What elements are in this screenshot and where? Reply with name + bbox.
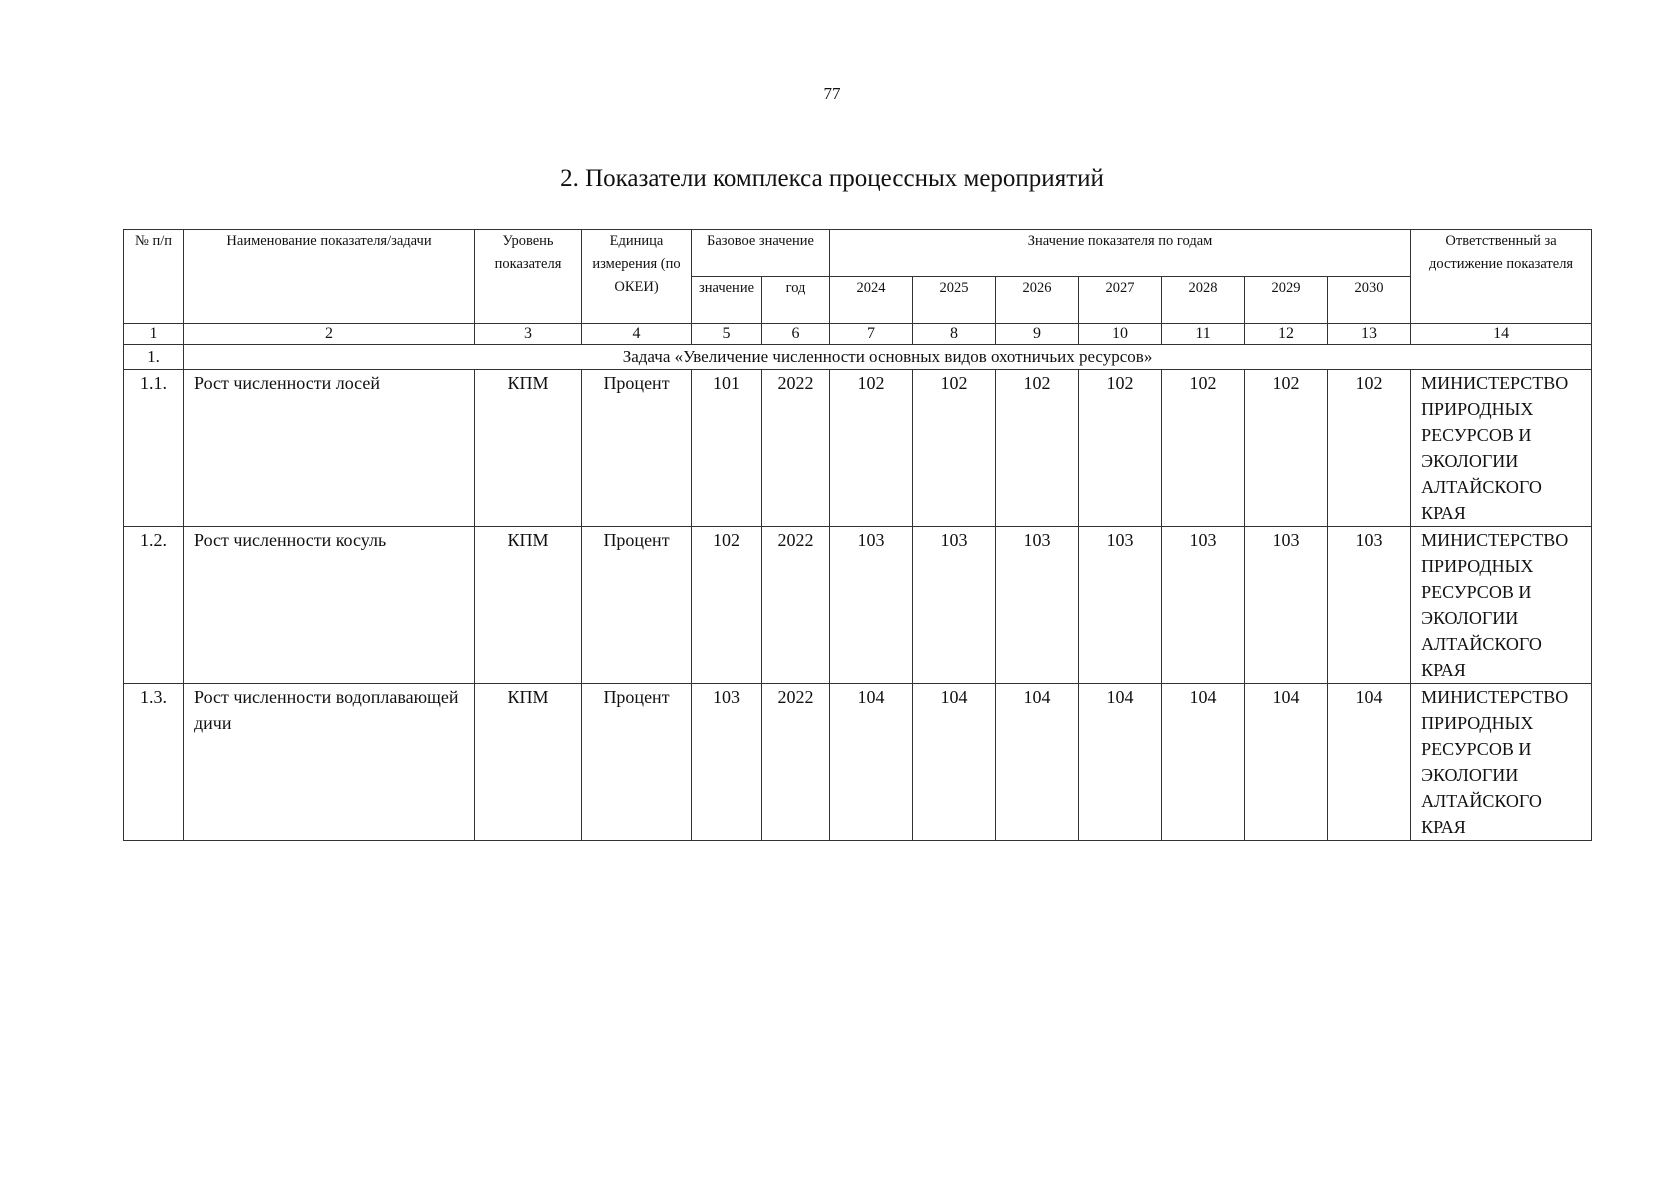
header-year: 2024 [830,277,913,324]
table-row [124,370,1592,527]
year-value: 102 [913,370,996,527]
header-by-years: Значение показателя по годам [830,230,1411,277]
header-responsible: Ответственный за достижение показателя [1411,230,1592,324]
indicator-unit: Процент [582,684,692,841]
header-year: 2027 [1079,277,1162,324]
year-value: 103 [1245,527,1328,684]
year-value: 103 [1328,527,1411,684]
responsible-body: МИНИСТЕРСТВО ПРИРОДНЫХ РЕСУРСОВ И ЭКОЛОГИИ АЛТАЙСКОГО КРАЯ [1411,684,1592,841]
column-number-row [124,324,1592,345]
header-base-value: значение [692,277,762,324]
indicator-level: КПМ [475,684,582,841]
column-number: 7 [830,324,913,345]
header-num: № п/п [124,230,184,324]
header-year: 2028 [1162,277,1245,324]
year-value: 104 [1245,684,1328,841]
column-number: 3 [475,324,582,345]
header-year: 2029 [1245,277,1328,324]
base-year: 2022 [762,527,830,684]
header-level: Уровень показателя [475,230,582,324]
year-value: 103 [1079,527,1162,684]
table-row [124,527,1592,684]
row-number: 1.3. [124,684,184,841]
year-value: 102 [1245,370,1328,527]
task-row [124,345,1592,370]
year-value: 104 [1079,684,1162,841]
header-unit: Единица измерения (по ОКЕИ) [582,230,692,324]
responsible-body: МИНИСТЕРСТВО ПРИРОДНЫХ РЕСУРСОВ И ЭКОЛОГИИ АЛТАЙСКОГО КРАЯ [1411,527,1592,684]
year-value: 103 [830,527,913,684]
year-value: 104 [830,684,913,841]
year-value: 103 [913,527,996,684]
indicator-name: Рост численности лосей [184,370,475,527]
year-value: 103 [1162,527,1245,684]
column-number: 14 [1411,324,1592,345]
row-number: 1.2. [124,527,184,684]
column-number: 6 [762,324,830,345]
column-number: 5 [692,324,762,345]
header-name: Наименование показателя/задачи [184,230,475,324]
base-value: 102 [692,527,762,684]
year-value: 104 [996,684,1079,841]
year-value: 102 [996,370,1079,527]
header-year: 2030 [1328,277,1411,324]
column-number: 13 [1328,324,1411,345]
header-base-year: год [762,277,830,324]
year-value: 102 [1328,370,1411,527]
base-year: 2022 [762,370,830,527]
row-number: 1.1. [124,370,184,527]
document-title: 2. Показатели комплекса процессных мероприятий [560,165,1104,192]
year-value: 104 [913,684,996,841]
column-number: 12 [1245,324,1328,345]
indicator-name: Рост численности водоплавающей дичи [184,684,475,841]
column-number: 4 [582,324,692,345]
base-year: 2022 [762,684,830,841]
year-value: 102 [830,370,913,527]
indicator-level: КПМ [475,370,582,527]
column-number: 9 [996,324,1079,345]
page-number: 77 [823,84,841,103]
table-row [124,684,1592,841]
indicator-level: КПМ [475,527,582,684]
header-base: Базовое значение [692,230,830,277]
column-number: 1 [124,324,184,345]
year-value: 102 [1079,370,1162,527]
responsible-body: МИНИСТЕРСТВО ПРИРОДНЫХ РЕСУРСОВ И ЭКОЛОГИИ АЛТАЙСКОГО КРАЯ [1411,370,1592,527]
year-value: 102 [1162,370,1245,527]
indicators-table [123,229,1592,841]
year-value: 103 [996,527,1079,684]
year-value: 104 [1162,684,1245,841]
indicator-unit: Процент [582,527,692,684]
task-text: Задача «Увеличение численности основных видов охотничьих ресурсов» [184,345,1592,370]
column-number: 2 [184,324,475,345]
header-year: 2025 [913,277,996,324]
header-year: 2026 [996,277,1079,324]
column-number: 11 [1162,324,1245,345]
base-value: 103 [692,684,762,841]
task-number: 1. [124,345,184,370]
year-value: 104 [1328,684,1411,841]
header-row-1 [124,230,1592,277]
indicator-name: Рост численности косуль [184,527,475,684]
column-number: 10 [1079,324,1162,345]
column-number: 8 [913,324,996,345]
base-value: 101 [692,370,762,527]
indicator-unit: Процент [582,370,692,527]
